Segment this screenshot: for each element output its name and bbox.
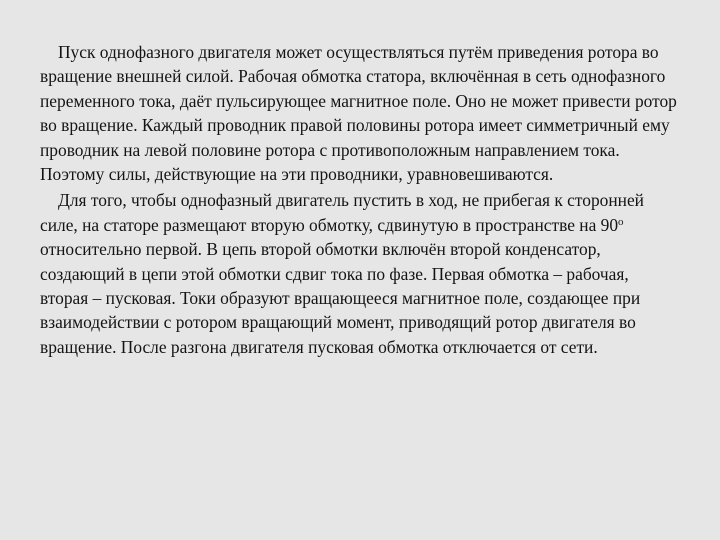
paragraph-starting-winding [40,188,680,359]
document-body [40,40,680,359]
paragraph-text-part-2: относительно первой. В цепь второй обмотки включён второй конденсатор, создающий в цепи этой обмотки сдвиг тока по фазе. Первая обмотка – рабочая, вторая – пусковая. Токи образуют вращающееся магнитное поле, создающее при взаимодействии с ротором вращающий момент, приводящий ротор двигателя во вращение. После разгона двигателя пусковая обмотка отключается от сети. [40,239,641,357]
paragraph-text-part-1: Для того, чтобы однофазный двигатель пустить в ход, не прибегая к сторонней силе, на статоре размещают вторую обмотку, сдвинутую в пространстве на 90 [40,190,644,235]
degree-superscript: о [618,215,624,228]
paragraph-single-phase-start: Пуск однофазного двигателя может осуществляться путём приведения ротора во вращение внешней силой. Рабочая обмотка статора, включённая в сеть однофазного переменного тока, даёт пульсирующее магнитное поле. Оно не может привести ротор во вращение. Каждый проводник правой половины ротора имеет симметричный ему проводник на левой половине ротора с противоположным направлением тока. Поэтому силы, действующие на эти проводники, уравновешиваются. [40,42,677,185]
